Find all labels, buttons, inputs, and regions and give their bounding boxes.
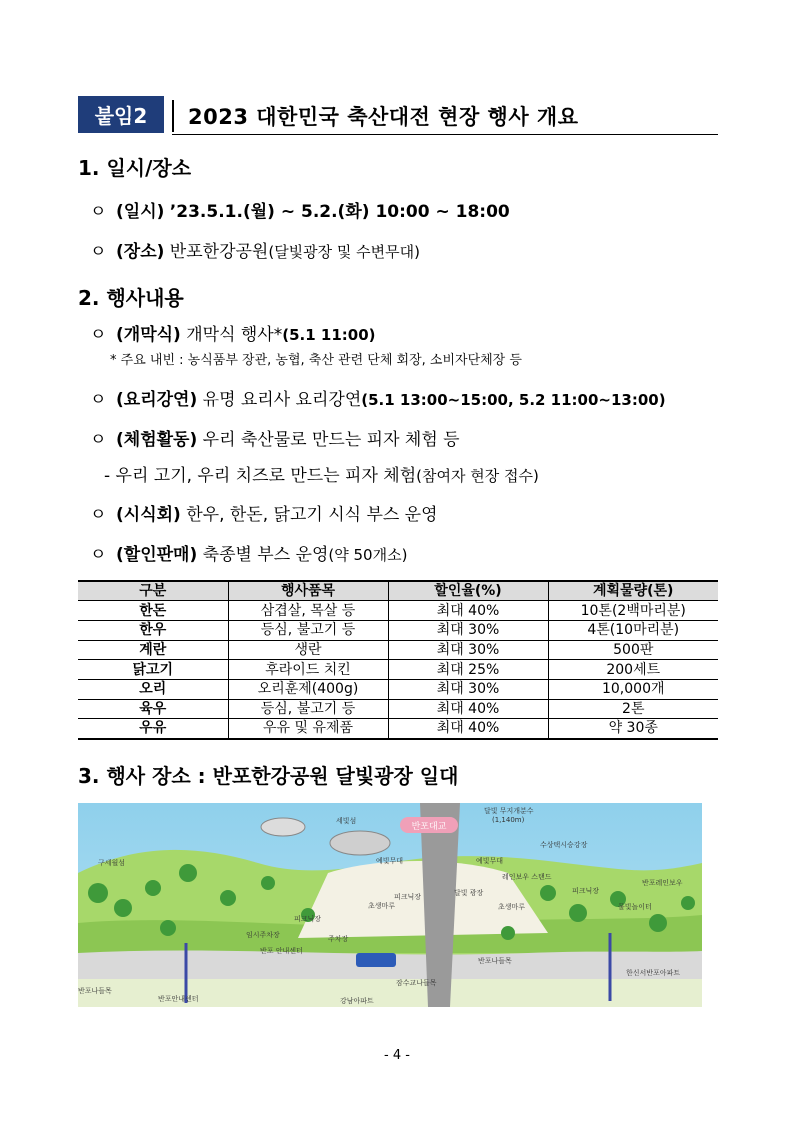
- helicopter-boat: [261, 818, 305, 836]
- map-label-jamsu: 잠수교나들목: [396, 979, 437, 987]
- map-label-hanshin: 한신서반포아파트: [626, 969, 681, 977]
- bullet-date: ㅇ (일시) ’23.5.1.(월) ~ 5.2.(화) 10:00 ~ 18:00: [90, 197, 510, 222]
- map-label-banpo-info: 반포 안내센터: [260, 947, 303, 955]
- section-heading-venue: 3. 행사 장소 : 반포한강공원 달빛광장 일대: [78, 764, 459, 788]
- sebitseom-island: [330, 831, 390, 855]
- table-cell: 닭고기: [78, 660, 228, 680]
- table-row: [78, 640, 718, 660]
- map-label-bridge: 반포대교: [411, 822, 447, 832]
- section-heading-contents: 2. 행사내용: [78, 286, 184, 310]
- map-label-fountain-length: (1,140m): [492, 816, 525, 824]
- table-cell: 약 30종: [548, 719, 718, 739]
- table-cell: 2톤: [548, 699, 718, 719]
- bullet-sale: ㅇ (할인판매) 축종별 부스 운영(약 50개소): [90, 540, 407, 565]
- table-cell: 최대 40%: [388, 719, 548, 739]
- map-label-picnic1: 피크닉장: [294, 915, 322, 923]
- map-label-parking1: 임시주차장: [246, 931, 280, 939]
- map-label-water-playground: 물빛놀이터: [618, 903, 652, 911]
- table-header-cell: 계획물량(톤): [548, 581, 718, 601]
- bullet-cooking: ㅇ (요리강연) 유명 요리사 요리강연(5.1 13:00~15:00, 5.2 11:00~13:00): [90, 385, 666, 410]
- table-cell: 10,000개: [548, 679, 718, 699]
- map-label-parking2: 주차장: [328, 935, 349, 943]
- bullet-marker: ㅇ: [90, 430, 107, 450]
- map-label-water-taxi: 수상택시승강장: [540, 841, 588, 849]
- table-cell: 오리훈제(400g): [228, 679, 388, 699]
- table-cell: 최대 30%: [388, 620, 548, 640]
- map-label-sebitseom: 세빛섬: [336, 817, 357, 825]
- map-label-picnic3: 피크닉장: [572, 887, 600, 895]
- table-cell: 등심, 불고기 등: [228, 620, 388, 640]
- bullet-marker: ㅇ: [90, 545, 107, 565]
- bullet-marker: ㅇ: [90, 505, 107, 525]
- bullet-marker: ㅇ: [90, 242, 107, 262]
- table-header-cell: 구분: [78, 581, 228, 601]
- header-divider: [172, 100, 174, 132]
- bullet-marker: ㅇ: [90, 202, 107, 222]
- bullet-marker: ㅇ: [90, 325, 107, 345]
- table-cell: 최대 40%: [388, 601, 548, 621]
- table-header-cell: 할인율(%): [388, 581, 548, 601]
- table-cell: 최대 30%: [388, 679, 548, 699]
- table-cell: 생란: [228, 640, 388, 660]
- bullet-place: ㅇ (장소) 반포한강공원(달빛광장 및 수변무대): [90, 237, 420, 262]
- map-label-eco1: 초생마루: [368, 902, 396, 910]
- map-label-fountain: 달빛 무지개분수: [484, 807, 534, 815]
- bullet-tasting: ㅇ (시식회) 한우, 한돈, 닭고기 시식 부스 운영: [90, 500, 438, 525]
- map-label-stage1: 예빛무대: [376, 857, 404, 865]
- table-cell: 삼겹살, 목살 등: [228, 601, 388, 621]
- table-cell: 최대 25%: [388, 660, 548, 680]
- table-cell: 계란: [78, 640, 228, 660]
- table-cell: 한돈: [78, 601, 228, 621]
- map-label-rainbow-walk: 반포레인보우: [642, 879, 683, 887]
- table-cell: 10톤(2백마리분): [548, 601, 718, 621]
- table-row: [78, 620, 718, 640]
- doc-header: [78, 96, 718, 136]
- table-cell: 최대 30%: [388, 640, 548, 660]
- table-row: [78, 699, 718, 719]
- table-row: [78, 679, 718, 699]
- table-cell: 우유: [78, 719, 228, 739]
- map-label-banpo-road: 반포나들목: [78, 987, 112, 995]
- bullet-marker: ㅇ: [90, 390, 107, 410]
- table-row: [78, 660, 718, 680]
- map-label-picnic2: 피크닉장: [394, 893, 422, 901]
- table-cell: 후라이드 치킨: [228, 660, 388, 680]
- table-cell: 오리: [78, 679, 228, 699]
- table-cell: 최대 40%: [388, 699, 548, 719]
- map-label-info-center: 반포안내센터: [158, 995, 199, 1003]
- section-heading-schedule: 1. 일시/장소: [78, 156, 192, 180]
- table-header-row: [78, 581, 718, 601]
- table-cell: 등심, 불고기 등: [228, 699, 388, 719]
- table-cell: 우유 및 유제품: [228, 719, 388, 739]
- bullet-experience: ㅇ (체험활동) 우리 축산물로 만드는 피자 체험 등: [90, 425, 460, 450]
- venue-map: [78, 803, 702, 1007]
- bus-icon: [356, 953, 396, 967]
- map-label-gangnam-apt: 강남아파트: [340, 997, 374, 1005]
- discount-table: [78, 580, 718, 740]
- header-underline: [172, 134, 718, 135]
- map-label-moonlight-plaza: 달빛 광장: [454, 889, 484, 897]
- attachment-badge: 붙임2: [78, 96, 164, 133]
- map-label-gugyeon: 구세월섬: [98, 859, 126, 867]
- doc-title: 2023 대한민국 축산대전 현장 행사 개요: [188, 105, 579, 129]
- table-row: [78, 719, 718, 739]
- map-label-rainbow-stand: 레인보우 스탠드: [502, 873, 552, 881]
- opening-note: * 주요 내빈 : 농식품부 장관, 농협, 축산 관련 단체 회장, 소비자단체장 등: [110, 353, 522, 368]
- venue-map-illustration: [78, 803, 702, 1007]
- page-number: - 4 -: [384, 1048, 410, 1063]
- map-label-eco2: 초생마루: [498, 903, 526, 911]
- table-cell: 한우: [78, 620, 228, 640]
- bullet-opening: ㅇ (개막식) 개막식 행사*(5.1 11:00): [90, 320, 376, 345]
- map-label-bridge-walk: 반포나들목: [478, 957, 512, 965]
- map-label-stage2: 예빛무대: [476, 857, 504, 865]
- table-cell: 4톤(10마리분): [548, 620, 718, 640]
- table-cell: 200세트: [548, 660, 718, 680]
- table-cell: 500판: [548, 640, 718, 660]
- table-header-cell: 행사품목: [228, 581, 388, 601]
- table-cell: 육우: [78, 699, 228, 719]
- experience-sub: - 우리 고기, 우리 치즈로 만드는 피자 체험(참여자 현장 접수): [104, 466, 539, 486]
- table-row: [78, 601, 718, 621]
